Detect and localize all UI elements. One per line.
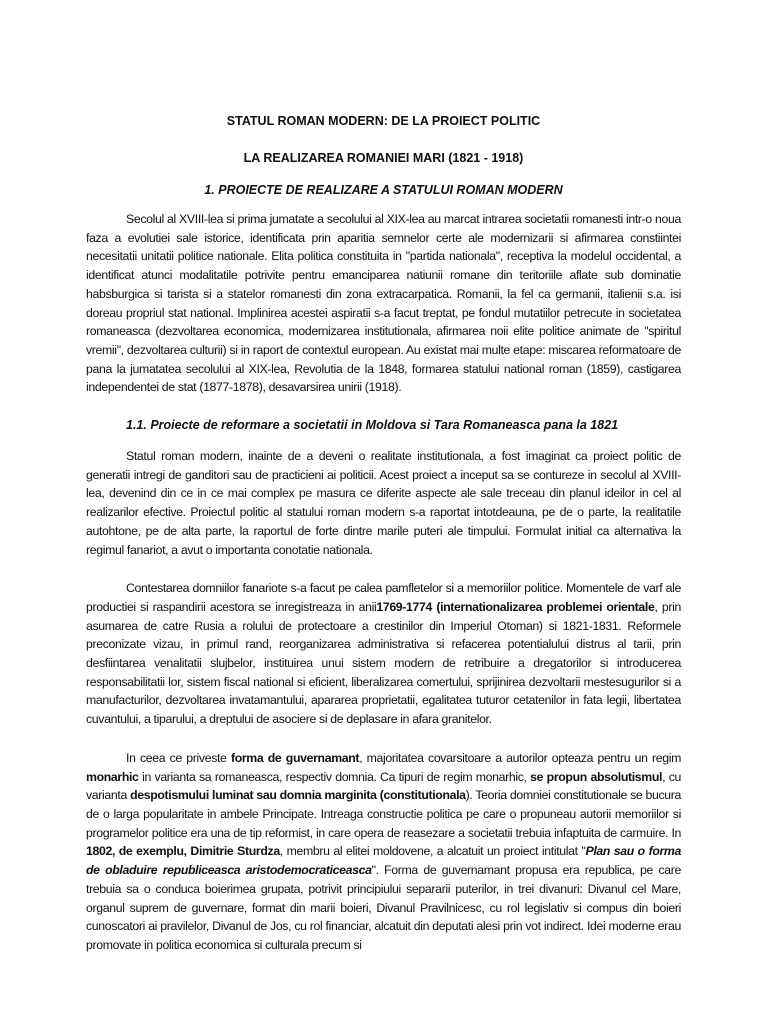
subsection-heading-1-1: 1.1. Proiecte de reformare a societatii in Moldova si Tara Romaneasca pana la 1821 — [126, 418, 619, 433]
paragraph-4-text-i: ). Teoria domniei constitutionale se bucura de o larga popularitate in ambele Principate. Intreaga constructie politica pe care o propuneau autorii memoriilor si programelor politice era una de tip reformist, in care opera de reasezare a societatii trebuia infaptuita de carmuire. In — [86, 788, 681, 840]
paragraph-4-text-m: ". Forma de guvernamant propusa era republica, pe care trebuia sa o conduca boierimea grupata, potrivit principiului separarii puterilor, in trei divanuri: Divanul cel Mare, organul suprem de guvernare, format din marii boieri, Divanul Pravilnicesc, cu rol legislativ si compus din boieri cunoscatori ai pravilelor, Divanul de Jos, cu rol financiar, alcatuit din deputati alesi prin vot indirect. Idei moderne erau promovate in politica economica si culturala precum si — [86, 863, 681, 952]
document-title-line-1: STATUL ROMAN MODERN: DE LA PROIECT POLITIC — [226, 114, 541, 128]
paragraph-4-bold-despotism: despotismului luminat sau domnia marginita (constitutionala — [130, 788, 466, 803]
paragraph-4 — [86, 749, 681, 955]
paragraph-4-text-k: , membru al elitei moldovene, a alcatuit un proiect intitulat " — [279, 844, 586, 859]
paragraph-4-text-g: , cu varianta — [86, 769, 682, 803]
paragraph-4-bold-italic-plan-title: Plan sau o forma de obladuire republiceasca aristodemocraticeasca — [86, 844, 682, 878]
paragraph-3 — [86, 579, 681, 729]
paragraph-3-bold-years: 1769-1774 (internationalizarea problemei orientale — [376, 599, 655, 614]
paragraph-4-bold-sturdza: 1802, de exemplu, Dimitrie Sturdza — [86, 844, 280, 859]
paragraph-4-bold-absolutism: se propun absolutismul — [530, 769, 663, 784]
paragraph-3-text-c: , prin asumarea de catre Rusia a rolului de protectoare a crestinilor din Imperiul Otoman) si 1821-1831. Reformele preconizate vizau, in primul rand, reorganizarea administrativa si refacerea potentialului distrus al tarii, prin desfiintarea venalitatii slujbelor, instituirea unui sistem modern de retribuire a dregatorilor si introducerea responsabilitatii lor, sistem fiscal national si eficient, liberalizarea comertului, sprijinirea dezvoltarii mestesugurilor si a manufacturilor, dezvoltarea invatamantului, apararea proprietatii, egalitatea tuturor cetatenilor in fata legii, libertatea cuvantului, a tiparului, a dreptului de asociere si de deplasare in afara granitelor. — [86, 599, 681, 727]
document-title-line-2: LA REALIZAREA ROMANIEI MARI (1821 - 1918) — [243, 151, 524, 165]
paragraph-4-text-c: , majoritatea covarsitoare a autorilor opteaza pentru un regim — [359, 750, 681, 765]
paragraph-4-text-a: In ceea ce priveste — [126, 750, 231, 765]
paragraph-4-bold-forma-guvernamant: forma de guvernamant — [230, 750, 360, 765]
paragraph-1: Secolul al XVIII-lea si prima jumatate a secolului al XIX-lea au marcat intrarea societatii romanesti intr-o noua faza a evolutiei sale istorice, identificata prin aparitia semnelor certe ale modernizarii si afirmarea constiintei necesitatii unitatii politice nationale. Elita politica constituita in "partida nationala", receptiva la modelul occidental, a identificat atunci modalitatile potrivite pentru emanciparea natiunii romane din teritoriile aflate sub dominatie habsburgica si tarista si a statelor romanesti din zona extracarpatica. Romanii, la fel ca germanii, italienii s.a. isi doreau propriul stat national. Implinirea acestei aspiratii s-a facut treptat, pe fondul mutatiilor petrecute in societatea romaneasca (dezvoltarea economica, modernizarea institutionala, afirmarea noii elite politice animate de "spiritul vremii", dezvoltarea culturii) si in raport de contextul european. Au existat mai multe etape: miscarea reformatoare de pana la jumatatea secolului al XIX-lea, Revolutia de la 1848, formarea statului national roman (1859), castigarea independentei de stat (1877-1878), desavarsirea unirii (1918). — [86, 212, 681, 395]
paragraph-2: Statul roman modern, inainte de a deveni o realitate institutionala, a fost imaginat ca proiect politic de generatii intregi de ganditori sau de practicieni ai politicii. Acest proiect a inceput sa se contureze in secolul al XVIII-lea, devenind din ce in ce mai complex pe masura ce diferite aspecte ale sale treceau din planul ideilor in cel al realizarilor efective. Proiectul politic al statului roman modern s-a raportat intotdeauna, pe de o parte, la realitatile autohtone, pe de alta parte, la raportul de forte dintre marile puteri ale timpului. Formulat initial ca alternativa la regimul fanariot, a avut o importanta conotatie nationala. — [86, 449, 681, 557]
paragraph-4-bold-monarhic: monarhic — [86, 769, 139, 784]
section-heading-1: 1. PROIECTE DE REALIZARE A STATULUI ROMAN MODERN — [204, 183, 563, 197]
document-body — [86, 113, 681, 955]
paragraph-3-text-a: Contestarea domniilor fanariote s-a facut pe calea pamfletelor si a memoriilor politice. Momentele de varf ale productiei si raspandirii acestora se inregistreaza in anii — [86, 581, 681, 614]
paragraph-4-text-e: in varianta sa romaneasca, respectiv domnia. Ca tipuri de regim monarhic, — [138, 769, 531, 784]
